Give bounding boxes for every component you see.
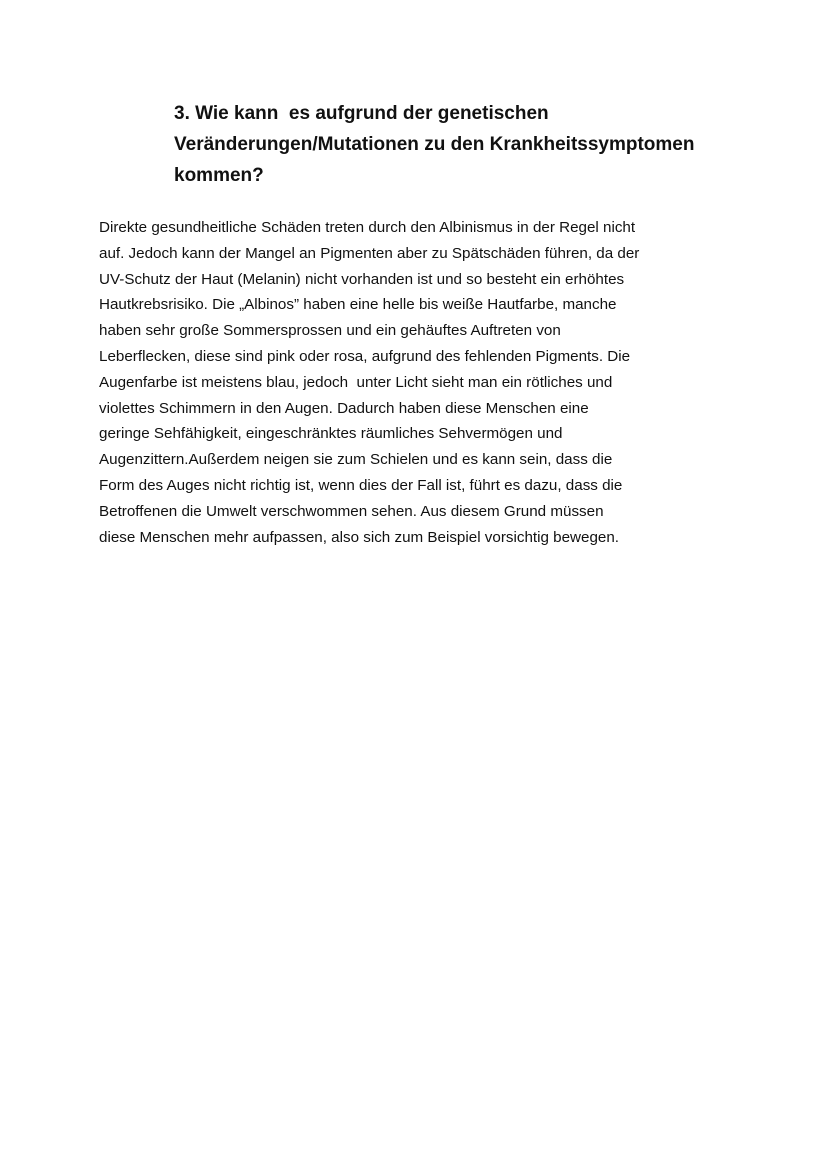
- paragraph-line: violettes Schimmern in den Augen. Dadurch haben diese Menschen eine: [99, 399, 589, 417]
- paragraph-line: UV-Schutz der Haut (Melanin) nicht vorhanden ist und so besteht ein erhöhtes: [99, 270, 625, 288]
- heading-line: kommen?: [174, 165, 264, 186]
- heading-line: 3. Wie kann es aufgrund der genetischen: [174, 103, 549, 124]
- heading-line: Veränderungen/Mutationen zu den Krankheitssymptomen: [174, 134, 695, 155]
- paragraph-line: Betroffenen die Umwelt verschwommen sehen. Aus diesem Grund müssen: [99, 502, 604, 520]
- paragraph-line: Augenzittern.Außerdem neigen sie zum Schielen und es kann sein, dass die: [99, 451, 613, 469]
- paragraph-line: Direkte gesundheitliche Schäden treten durch den Albinismus in der Regel nicht: [99, 219, 636, 236]
- paragraph-line: Form des Auges nicht richtig ist, wenn dies der Fall ist, führt es dazu, dass die: [99, 476, 623, 494]
- paragraph-line: geringe Sehfähigkeit, eingeschränktes räumliches Sehvermögen und: [99, 425, 563, 443]
- answer-paragraph: [99, 215, 759, 550]
- paragraph-line: diese Menschen mehr aufpassen, also sich zum Beispiel vorsichtig bewegen.: [99, 528, 620, 546]
- paragraph-line: Leberflecken, diese sind pink oder rosa, aufgrund des fehlenden Pigments. Die: [99, 347, 631, 365]
- paragraph-line: Hautkrebsrisiko. Die „Albinos” haben eine helle bis weiße Hautfarbe, manche: [99, 296, 617, 314]
- question-heading: [174, 98, 774, 191]
- paragraph-line: Augenfarbe ist meistens blau, jedoch unter Licht sieht man ein rötliches und: [99, 373, 613, 391]
- paragraph-line: haben sehr große Sommersprossen und ein gehäuftes Auftreten von: [99, 322, 561, 340]
- paragraph-line: auf. Jedoch kann der Mangel an Pigmenten aber zu Spätschäden führen, da der: [99, 244, 640, 262]
